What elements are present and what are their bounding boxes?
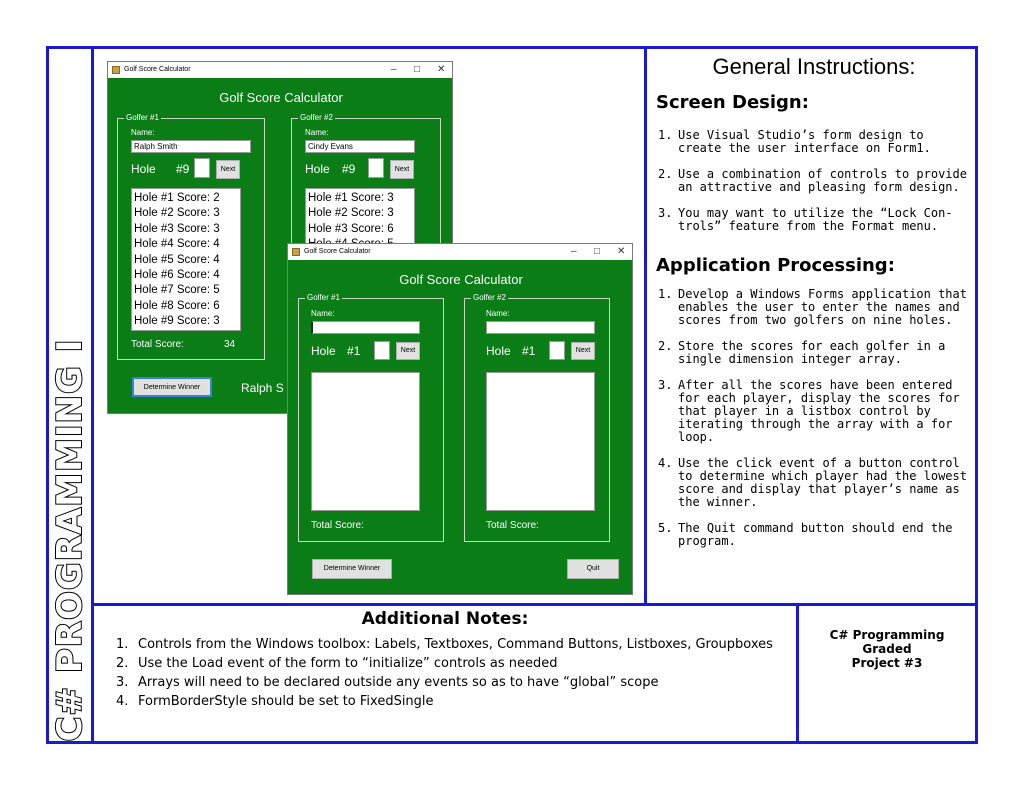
golfer1-hole-label: Hole <box>131 162 156 176</box>
item-number: 5. <box>658 521 673 535</box>
note-number: 4. <box>116 694 129 709</box>
minimize-icon[interactable]: – <box>571 246 577 257</box>
item-number: 3. <box>658 206 673 220</box>
golfer2-hole-label: Hole <box>486 344 511 358</box>
golfer1-name-label: Name: <box>131 128 155 137</box>
golfer1-next-button[interactable]: Next <box>396 342 420 360</box>
item-text: Use Visual Studio’s form design to create the user interface on Form1. <box>678 128 931 155</box>
golfer2-name-label: Name: <box>305 128 329 137</box>
item-number: 1. <box>658 287 673 301</box>
project-label <box>799 628 975 670</box>
horizontal-divider <box>94 603 978 606</box>
golfer2-name-label: Name: <box>486 309 510 318</box>
titlebar <box>288 244 632 260</box>
note-text: FormBorderStyle should be set to FixedSingle <box>138 694 434 709</box>
instruction-item <box>656 340 972 366</box>
determine-winner-button[interactable]: Determine Winner <box>132 377 212 397</box>
golfer1-next-button[interactable]: Next <box>216 160 240 179</box>
instructions-title: General Instructions: <box>712 54 916 79</box>
determine-winner-button[interactable]: Determine Winner <box>312 559 392 579</box>
project-line1: C# Programming <box>829 628 945 642</box>
maximize-icon[interactable]: □ <box>594 246 601 257</box>
note-number: 1. <box>116 637 129 652</box>
golfer1-total-label: Total Score: <box>311 520 364 531</box>
golfer1-score-input[interactable] <box>194 158 210 178</box>
side-title: C# PROGRAMMING I <box>50 338 90 742</box>
instruction-item <box>656 457 972 509</box>
instruction-item <box>656 168 972 194</box>
item-text: Use a combination of controls to provide an attractive and pleasing form design. <box>678 167 967 194</box>
list-item[interactable]: Hole #4 Score: 4 <box>134 238 220 251</box>
note-item <box>116 692 786 711</box>
maximize-icon[interactable]: □ <box>414 64 421 75</box>
golfer2-hole-label: Hole <box>305 162 330 176</box>
form-title: Golf Score Calculator <box>399 272 523 287</box>
golfer2-score-input[interactable] <box>368 158 384 178</box>
golfer1-name-input[interactable]: Ralph Smith <box>131 140 251 153</box>
golfer2-scores-list[interactable] <box>486 372 595 511</box>
instructions-panel <box>656 54 972 561</box>
item-text: Develop a Windows Forms application that enables the user to enter the names and scores from two golfers on nine holes. <box>678 287 967 327</box>
item-text: Store the scores for each golfer in a single dimension integer array. <box>678 339 946 366</box>
window-title: Golf Score Calculator <box>124 66 191 73</box>
close-icon[interactable]: ✕ <box>437 64 446 75</box>
quit-button[interactable]: Quit <box>567 559 619 579</box>
app-icon <box>112 66 120 74</box>
processing-heading: Application Processing: <box>656 255 895 276</box>
list-item[interactable]: Hole #2 Score: 3 <box>134 207 220 220</box>
notes-title: Additional Notes: <box>361 609 529 629</box>
instruction-item <box>656 288 972 327</box>
golfer1-name-input[interactable] <box>311 321 420 334</box>
item-text: Use the click event of a button control to determine which player had the lowest score and display that player’s name as the winner. <box>678 456 967 509</box>
golfer2-score-input[interactable] <box>549 341 565 360</box>
golfer2-hole-number: #9 <box>342 162 356 176</box>
project-line3: Project #3 <box>851 656 923 670</box>
form-window-front <box>287 243 633 595</box>
vertical-divider <box>644 46 647 606</box>
note-text: Controls from the Windows toolbox: Labels, Textboxes, Command Buttons, Listboxes, Groupboxes <box>138 637 773 652</box>
list-item[interactable]: Hole #3 Score: 3 <box>134 222 220 235</box>
notes-list <box>116 635 786 711</box>
instruction-item <box>656 522 972 548</box>
item-number: 4. <box>658 456 673 470</box>
golfer2-next-button[interactable]: Next <box>571 342 595 360</box>
item-text: You may want to utilize the “Lock Con-trols” feature from the Format menu. <box>678 206 953 233</box>
golfer1-hole-label: Hole <box>311 344 336 358</box>
golfer2-next-button[interactable]: Next <box>390 160 414 179</box>
list-item[interactable]: Hole #1 Score: 3 <box>308 192 394 204</box>
list-item[interactable]: Hole #6 Score: 4 <box>134 269 220 282</box>
screen-design-heading: Screen Design: <box>656 92 809 113</box>
minimize-icon[interactable]: – <box>391 64 397 75</box>
instruction-item <box>656 207 972 233</box>
list-item[interactable]: Hole #1 Score: 2 <box>134 192 220 204</box>
project-line2: Graded <box>862 642 912 656</box>
golfer1-total-label: Total Score: <box>131 339 184 350</box>
note-number: 2. <box>116 656 129 671</box>
golfer2-group <box>464 293 610 542</box>
note-text: Arrays will need to be declared outside any events so as to have “global” scope <box>138 675 659 690</box>
close-icon[interactable]: ✕ <box>617 246 626 257</box>
golfer1-group <box>117 113 265 360</box>
item-text: After all the scores have been entered for each player, display the scores for that player in a listbox control by iterating through the array with a for loop. <box>678 378 960 444</box>
note-number: 3. <box>116 675 129 690</box>
golfer2-name-input[interactable] <box>486 321 595 334</box>
item-number: 3. <box>658 378 673 392</box>
golfer2-hole-number: #1 <box>522 344 536 358</box>
screen-design-list <box>656 129 972 233</box>
item-text: The Quit command button should end the program. <box>678 521 953 548</box>
app-icon <box>292 248 300 256</box>
note-text: Use the Load event of the form to “initialize” controls as needed <box>138 656 558 671</box>
instruction-item <box>656 379 972 444</box>
list-item[interactable]: Hole #9 Score: 3 <box>134 315 220 328</box>
golfer1-name-label: Name: <box>311 309 335 318</box>
golfer2-group-label: Golfer #2 <box>473 293 506 302</box>
item-number: 2. <box>658 339 673 353</box>
notes-divider <box>796 603 799 744</box>
note-item <box>116 635 786 654</box>
item-number: 1. <box>658 128 673 142</box>
form-title: Golf Score Calculator <box>219 90 343 105</box>
golfer1-score-input[interactable] <box>374 341 390 360</box>
processing-list <box>656 288 972 548</box>
note-item <box>116 654 786 673</box>
note-item <box>116 673 786 692</box>
list-item[interactable]: Hole #7 Score: 5 <box>134 284 220 297</box>
golfer1-group-label: Golfer #1 <box>307 293 340 302</box>
golfer2-group-label: Golfer #2 <box>300 113 333 122</box>
window-title: Golf Score Calculator <box>304 248 371 255</box>
instruction-item <box>656 129 972 155</box>
golfer1-hole-number: #1 <box>347 344 361 358</box>
golfer2-name-input[interactable]: Cindy Evans <box>305 140 415 153</box>
golfer1-group-label: Golfer #1 <box>126 113 159 122</box>
golfer1-hole-number: #9 <box>176 162 190 176</box>
golfer1-scores-list[interactable] <box>131 188 241 331</box>
list-item[interactable]: Hole #3 Score: 6 <box>308 222 394 235</box>
list-item[interactable]: Hole #5 Score: 4 <box>134 253 220 266</box>
golfer2-total-label: Total Score: <box>486 520 539 531</box>
item-number: 2. <box>658 167 673 181</box>
golfer1-total-value: 34 <box>224 339 236 350</box>
list-item[interactable]: Hole #2 Score: 3 <box>308 207 394 220</box>
winner-label: Ralph S <box>241 381 284 395</box>
list-item[interactable]: Hole #8 Score: 6 <box>134 299 220 312</box>
titlebar <box>108 62 452 78</box>
golfer1-group <box>298 293 444 542</box>
golfer1-scores-list[interactable] <box>311 372 420 511</box>
